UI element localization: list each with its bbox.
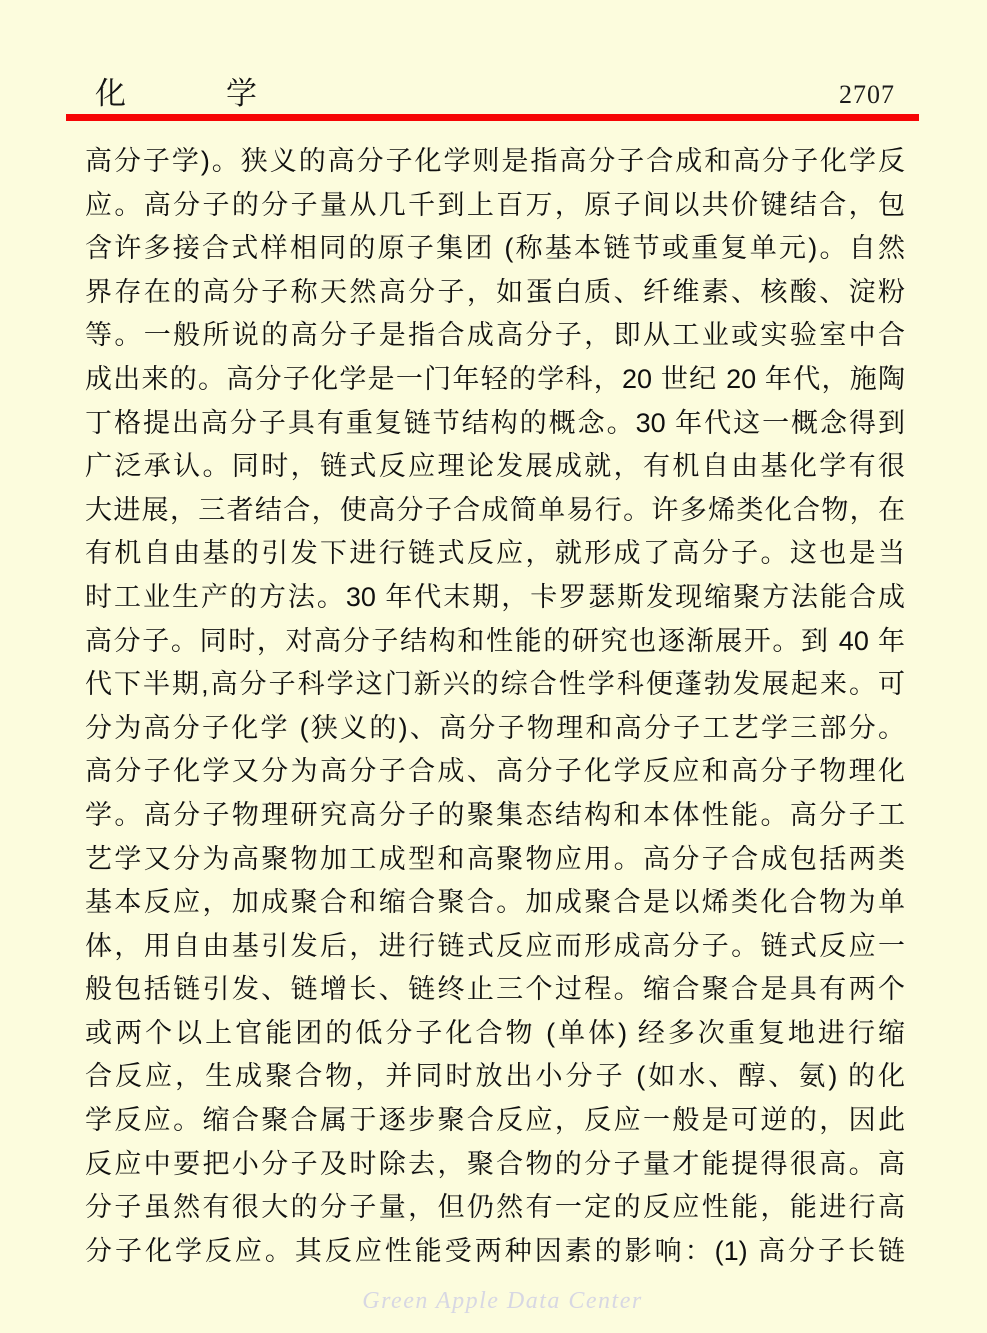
text-line: 高分子化学又分为高分子合成、高分子化学反应和高分子物理化 bbox=[85, 756, 905, 787]
text-line: 界存在的高分子称天然高分子，如蛋白质、纤维素、核酸、淀粉 bbox=[85, 276, 905, 307]
text-line: 应。高分子的分子量从几千到上百万，原子间以共价键结合，包 bbox=[85, 189, 905, 220]
text-line: 含许多接合式样相同的原子集团 (称基本链节或重复单元)。自然 bbox=[85, 233, 905, 264]
text-line: 分为高分子化学 (狭义的)、高分子物理和高分子工艺学三部分。 bbox=[85, 712, 905, 743]
text-line: 艺学又分为高聚物加工成型和高聚物应用。高分子合成包括两类 bbox=[85, 843, 905, 874]
watermark: Green Apple Data Center bbox=[362, 1288, 643, 1314]
text-line: 代下半期,高分子科学这门新兴的综合性学科便蓬勃发展起来。可 bbox=[85, 669, 905, 700]
text-line: 等。一般所说的高分子是指合成高分子，即从工业或实验室中合 bbox=[85, 320, 905, 351]
text-line: 基本反应，加成聚合和缩合聚合。加成聚合是以烯类化合物为单 bbox=[85, 887, 905, 918]
header-title-char: 化 bbox=[95, 76, 126, 111]
text-line: 分子化学反应。其反应性能受两种因素的影响：(1) 高分子长链 bbox=[85, 1235, 905, 1266]
text-line: 丁格提出高分子具有重复链节结构的概念。30 年代这一概念得到 bbox=[85, 407, 905, 438]
text-line: 或两个以上官能团的低分子化合物 (单体) 经多次重复地进行缩 bbox=[85, 1017, 905, 1048]
text-line: 学反应。缩合聚合属于逐步聚合反应，反应一般是可逆的，因此 bbox=[85, 1105, 905, 1136]
body-text bbox=[85, 140, 905, 1273]
text-line: 有机自由基的引发下进行链式反应，就形成了高分子。这也是当 bbox=[85, 538, 905, 569]
text-line: 般包括链引发、链增长、链终止三个过程。缩合聚合是具有两个 bbox=[85, 974, 905, 1005]
page-number: 2707 bbox=[839, 80, 895, 109]
text-line: 高分子学)。狭义的高分子化学则是指高分子合成和高分子化学反 bbox=[85, 146, 905, 176]
text-line: 大进展，三者结合，使高分子合成简单易行。许多烯类化合物，在 bbox=[85, 494, 905, 525]
header-rule-divider bbox=[66, 114, 919, 121]
text-line: 高分子。同时，对高分子结构和性能的研究也逐渐展开。到 40 年 bbox=[85, 625, 905, 656]
text-line: 分子虽然有很大的分子量，但仍然有一定的反应性能，能进行高 bbox=[85, 1192, 905, 1223]
text-line: 时工业生产的方法。30 年代末期，卡罗瑟斯发现缩聚方法能合成 bbox=[85, 581, 905, 612]
text-line: 反应中要把小分子及时除去，聚合物的分子量才能提得很高。高 bbox=[85, 1148, 905, 1179]
text-line: 合反应，生成聚合物，并同时放出小分子 (如水、醇、氨) 的化 bbox=[85, 1061, 905, 1092]
text-line: 成出来的。高分子化学是一门年轻的学科，20 世纪 20 年代，施陶 bbox=[85, 363, 905, 394]
header-title-char: 学 bbox=[226, 76, 257, 111]
text-line: 学。高分子物理研究高分子的聚集态结构和本体性能。高分子工 bbox=[85, 799, 905, 830]
text-line: 体，用自由基引发后，进行链式反应而形成高分子。链式反应一 bbox=[85, 930, 905, 961]
text-line: 广泛承认。同时，链式反应理论发展成就，有机自由基化学有很 bbox=[85, 451, 905, 482]
